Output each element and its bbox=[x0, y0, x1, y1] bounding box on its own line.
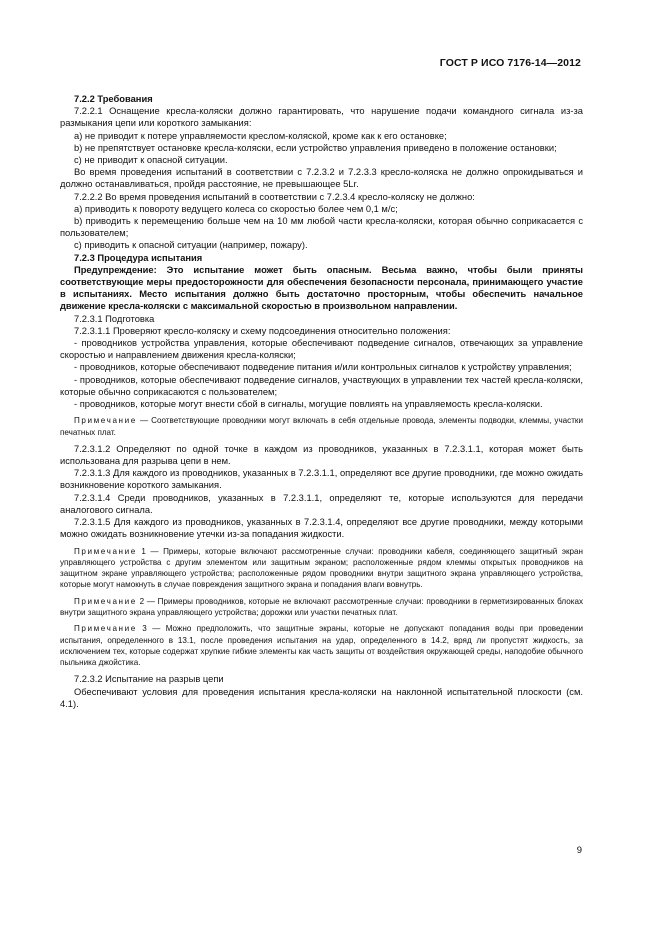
note bbox=[60, 596, 583, 619]
page-number: 9 bbox=[576, 845, 582, 856]
paragraph: Обеспечивают условия для проведения испытания кресла-коляски на наклонной испытательной плоскости (см. 4.1). bbox=[60, 686, 583, 709]
list-item: b) приводить к перемещению больше чем на 10 мм любой части кресла-коляски, которая обычно соприкасается с пользователем; bbox=[60, 216, 583, 239]
note-text: 2 — Примеры проводников, которые не включают рассмотренные случаи: проводники в герметизированных блоках внутри защитного экрана управляющего устройства; дорожки или участки печатных плат. bbox=[60, 596, 584, 617]
list-item: - проводников, которые обеспечивают подведение питания и/или контрольных сигналов к устройству управления; bbox=[74, 362, 572, 373]
list-item: - проводников, которые обеспечивают подведение сигналов, участвующих в управлении тех частей кресла-коляски, которые обычно соприкасаются с пользователем; bbox=[60, 374, 583, 397]
list-item: c) приводить к опасной ситуации (например, пожару). bbox=[74, 240, 308, 251]
list-item: a) приводить к повороту ведущего колеса со скоростью более чем 0,1 м/с; bbox=[74, 203, 398, 214]
warning-paragraph: Предупреждение: Это испытание может быть опасным. Весьма важно, чтобы были приняты соответствующие меры предосторожности для обеспечения безопасности персонала, принимающего участие в испытаниях. Место испытания должно быть достаточно просторным, чтобы обеспечить начальное движение кресла-коляски с максимальной скоростью в произвольном направлении. bbox=[60, 264, 583, 312]
note-text: 1 — Примеры, которые включают рассмотренные случаи: проводники кабеля, соединяющего защитный экран управляющего устройства с другим элементом или защитным экраном; расположенные рядом клеммы открытых проводников на защитном экране управляющего устройства; расположенные рядом проводники внутри защитного экрана управляющего устройства, которые могут намокнуть в случае повреждения защитного экрана и попадания влаги вовнутрь. bbox=[60, 546, 584, 590]
document-body bbox=[60, 93, 583, 710]
list-item: b) не препятствует остановке кресла-коляски, если устройство управления приведено в положение остановки; bbox=[74, 142, 557, 153]
note-text: 3 — Можно предположить, что защитные экраны, которые не допускают попадания воды при проведении испытания, определенного в 13.1, после проведения испытания на удар, определенного в 14.2, вряд ли пропустят жидкость, за исключением тех, которые содержат хрупкие гибкие элементы как часть защиты от воздействия окружающей среды, наподобие обычного пыльника джойстика. bbox=[60, 624, 584, 668]
note-label: Примечание bbox=[74, 624, 137, 634]
document-id: ГОСТ Р ИСО 7176-14—2012 bbox=[439, 57, 581, 69]
note-label: Примечание bbox=[74, 546, 137, 556]
note-label: Примечание bbox=[74, 596, 137, 606]
paragraph: 7.2.3.1.1 Проверяют кресло-коляску и схему подсоединения относительно положения: bbox=[74, 325, 451, 336]
paragraph: 7.2.2.2 Во время проведения испытаний в соответствии с 7.2.3.4 кресло-коляску не должно: bbox=[74, 191, 475, 202]
section-heading: 7.2.3 Процедура испытания bbox=[74, 252, 203, 263]
paragraph: Во время проведения испытаний в соответствии с 7.2.3.2 и 7.2.3.3 кресло-коляска не должно опрокидываться и должно останавливаться, пройдя расстояние, не превышающее 5Lr. bbox=[60, 167, 583, 190]
note bbox=[60, 415, 583, 438]
paragraph: 7.2.3.1.4 Среди проводников, указанных в 7.2.3.1.1, определяют те, которые используются для передачи аналогового сигнала. bbox=[60, 492, 583, 515]
paragraph: 7.2.2.1 Оснащение кресла-коляски должно гарантировать, что нарушение подачи командного сигнала из-за размыкания цепи или короткого замыкания: bbox=[60, 106, 583, 129]
subsection-heading: 7.2.3.2 Испытание на разрыв цепи bbox=[74, 674, 224, 685]
list-item: - проводников, которые могут внести сбой в сигналы, могущие повлиять на управляемость кресла-коляски. bbox=[74, 399, 543, 410]
note-label: Примечание bbox=[74, 416, 137, 426]
list-item: - проводников устройства управления, которые обеспечивают подведение сигналов, отвечающих за управление скоростью и направлением движения кресла-коляски; bbox=[60, 338, 583, 361]
list-item: c) не приводит к опасной ситуации. bbox=[74, 155, 228, 166]
note bbox=[60, 623, 583, 668]
paragraph: 7.2.3.1.5 Для каждого из проводников, указанных в 7.2.3.1.4, определяют все другие проводники, между которыми можно ожидать возникновение утечки из-за попадания жидкости. bbox=[60, 517, 583, 540]
note bbox=[60, 546, 583, 591]
section-heading: 7.2.2 Требования bbox=[74, 94, 153, 104]
subsection-heading: 7.2.3.1 Подготовка bbox=[74, 313, 155, 324]
note-text: — Соответствующие проводники могут включать в себя отдельные провода, элементы подводки, клеммы, участки печатных плат. bbox=[60, 416, 583, 437]
paragraph: 7.2.3.1.3 Для каждого из проводников, указанных в 7.2.3.1.1, определяют все другие проводники, где можно ожидать возникновение короткого замыкания. bbox=[60, 468, 583, 491]
paragraph: 7.2.3.1.2 Определяют по одной точке в каждом из проводников, указанных в 7.2.3.1.1, которая может быть использована для разрыва цепи в нем. bbox=[60, 443, 583, 467]
list-item: a) не приводит к потере управляемости креслом-коляской, кроме как к его остановке; bbox=[74, 130, 447, 141]
